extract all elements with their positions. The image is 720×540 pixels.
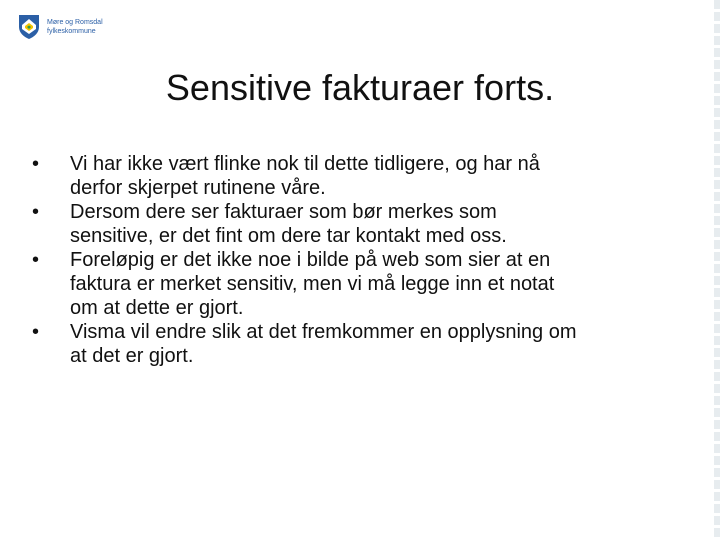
logo <box>18 14 103 40</box>
bullet-list <box>32 152 702 368</box>
logo-text <box>47 18 103 36</box>
bullet-dot: • <box>32 153 40 175</box>
bullet-item <box>32 248 702 320</box>
bullet-line: Dersom dere ser fakturaer som bør merkes som <box>70 201 497 223</box>
bullet-dot: • <box>32 249 40 271</box>
bullet-line: Visma vil endre slik at det fremkommer en opplysning om <box>70 321 577 343</box>
slide-title: Sensitive fakturaer forts. <box>165 67 555 108</box>
bullet-dot: • <box>32 201 40 223</box>
bullet-line: derfor skjerpet rutinene våre. <box>70 177 326 199</box>
bullet-line: sensitive, er det fint om dere tar kontakt med oss. <box>70 225 507 247</box>
bullet-line: faktura er merket sensitiv, men vi må legge inn et notat <box>70 273 555 295</box>
bullet-line: Vi har ikke vært flinke nok til dette tidligere, og har nå <box>70 153 540 175</box>
logo-line-1: Møre og Romsdal <box>47 19 103 26</box>
bullet-line: om at dette er gjort. <box>70 297 244 319</box>
bullet-line: Foreløpig er det ikke noe i bilde på web som sier at en <box>70 249 551 271</box>
logo-line-2: fylkeskommune <box>47 28 96 35</box>
bullet-item <box>32 320 702 368</box>
bullet-item <box>32 200 702 248</box>
bullet-item <box>32 152 702 200</box>
shield-icon <box>18 14 40 40</box>
bullet-line: at det er gjort. <box>70 345 194 367</box>
bullet-dot: • <box>32 321 40 343</box>
